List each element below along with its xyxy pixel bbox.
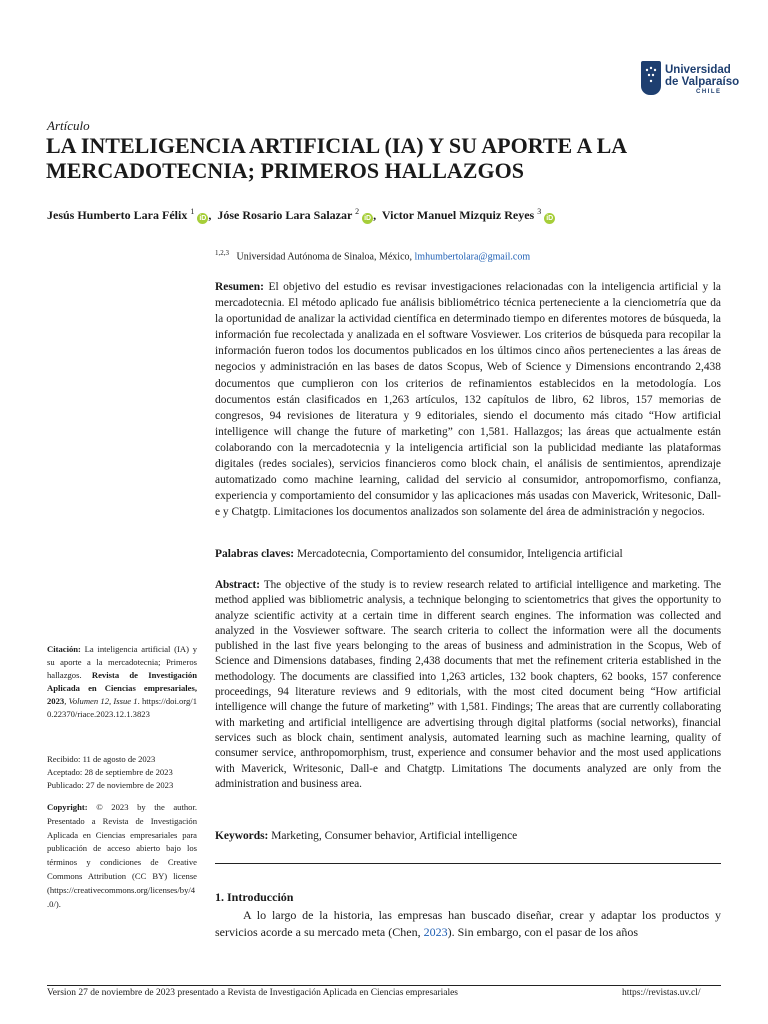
copyright-label: Copyright:	[47, 802, 88, 812]
citation-doi[interactable]: . https://doi.org/10.22370/riace.2023.12.1.3823	[47, 696, 197, 719]
author-name: Jóse Rosario Lara Salazar	[217, 208, 353, 222]
email-link[interactable]: lmhumbertolara@gmail.com	[414, 251, 531, 263]
footer-version: Version 27 de noviembre de 2023 presentado a Revista de Investigación Aplicada en Ciencias empresariales	[47, 988, 459, 998]
logo-line3: CHILE	[696, 89, 722, 95]
footer-url[interactable]: https://revistas.uv.cl/	[622, 988, 701, 998]
author-name: Victor Manuel Mizquiz Reyes	[381, 208, 535, 222]
university-logo	[641, 61, 740, 97]
citation-year: , 2023	[47, 683, 197, 706]
author-name: Jesús Humberto Lara Félix	[47, 208, 188, 222]
keywords-block	[215, 828, 721, 844]
resumen-label: Resumen:	[215, 281, 264, 293]
orcid-icon[interactable]: iD	[364, 215, 372, 222]
dates-block	[47, 753, 197, 792]
affiliation-sup: 1,2,3	[215, 249, 229, 257]
author-list: Jesús Humberto Lara Félix $^1$ iD , Jóse Rosario Lara Salazar $^2$ iD , Victor Manuel Mizquiz Reyes $^3$ iD	[47, 207, 554, 222]
citation-journal: Revista de Investigación Aplicada en Ciencias empresariales	[47, 670, 197, 693]
article-type: Artículo	[47, 118, 90, 133]
resumen-text: El objetivo del estudio es revisar investigaciones relacionadas con la inteligencia artificial y la mercadotecnia. El método aplicado fue análisis bibliométrico técnica perteneciente a la cienciometría que da la oportunidad de analizar la actividad científica en determinado tiempo en diferentes motores de búsqueda, la información fue recolectada y analizada en el software Vosviewer. Los criterios de búsqueda para recopilar la información fueron todos los documentos publicados en los últimos cinco años pertenecientes a las áreas de negocios y administración en las bases de datos Scopus, Web of Science y Dimensions encontrando 2,438 documentos que cumplieron con los criterios de refinamientos establecidos en la metodología. Los documentos están clasificados en 1,263 artículos, 132 capítulos de libro, 62 libros, 157 memorias de congresos, 94 revisiones de literatura y 9 editoriales, siendo el documento más citado “How artificial intelligence will change the future of marketing” con 1,581. Hallazgos; las áreas que actualmente están colaborando con la mercadotecnia y la inteligencia artificial son la publicidad mediante las plataformas digitales (redes sociales), servicios financieros como block chain, el análisis de sentimientos, aprendizaje automatizado como machine learning, calidad del servicio al consumidor, antropomorfismo, confianza, experiencia y comportamiento del consumidor y las aplicaciones más usadas con Maverick, Writesonic, Dall-e y Chatgtp. Limitaciones los documentos analizados son solamente del área de administración y negocios.	[215, 281, 722, 519]
author-sup: 1	[190, 207, 195, 216]
footer-divider	[47, 985, 721, 986]
orcid-icon[interactable]: iD	[546, 215, 554, 222]
date-accepted: Aceptado: 28 de septiembre de 2023	[47, 767, 173, 777]
palabras-text: Mercadotecnia, Comportamiento del consumidor, Inteligencia artificial	[296, 548, 623, 560]
citation-label: Citación:	[47, 644, 81, 654]
citation-block	[47, 643, 197, 721]
palabras-block	[215, 546, 721, 562]
author-sup: 3	[537, 207, 542, 216]
logo-line1: Universidad	[665, 64, 731, 76]
date-published: Publicado: 27 de noviembre de 2023	[47, 780, 174, 790]
citation-text: La inteligencia artificial (IA) y su aporte a la mercadotecnia; Primeros hallazgos.	[47, 644, 197, 680]
palabras-label: Palabras claves:	[215, 548, 295, 560]
orcid-icon[interactable]: iD	[199, 215, 207, 222]
article-title: LA INTELIGENCIA ARTIFICIAL (IA) Y SU APORTE A LA MERCADOTECNIA; PRIMEROS HALLAZGOS	[46, 133, 626, 183]
keywords-label: Keywords:	[215, 830, 269, 842]
citation-volume: , Volumen 12, Issue 1	[64, 696, 138, 706]
logo-line2: de Valparaíso	[665, 76, 740, 88]
abstract-text: The objective of the study is to review research related to artificial intelligence and marketing. The method applied was bibliometric analysis, a technique belonging to scientometrics that gives the opportunity to analyze scientific activity at a certain time in different search engines. The information was collected and analyzed in the Vosviewer software. The search criteria to collect the information were all the documents published in the last five years belonging to the areas of business and administration in the Scopus, Web of Science and Dimensions databases, finding 2,438 documents that met the refinement criteria established in the methodology. The documents are classified into 1,263 articles, 132 book chapters, 62 books, 157 conference proceedings, 94 literature reviews and 9 editorials, with the most cited document being “How artificial intelligence will change the future of marketing” with 1,581. Findings; The areas that are currently collaborating with marketing and artificial intelligence are advertising through digital platforms (social networks), financial services such as block chain, sentiment analysis, automated learning such as machine learning, quality of consumer service, anthropomorphism, trust, experience and consumer behavior and the most used applications with Maverick, Writesonic, Dall-e and Chatgtp. Limitations The documents analyzed are only from the administration and business area.	[215, 579, 721, 790]
date-received: Recibido: 11 de agosto de 2023	[47, 754, 156, 764]
citation-link[interactable]: 2023	[423, 925, 448, 939]
keywords-text: Marketing, Consumer behavior, Artificial intelligence	[271, 830, 518, 842]
intro-text-b: ). Sin embargo, con el pasar de los años	[447, 925, 638, 939]
resumen-block	[215, 279, 721, 520]
intro-text-a: A lo largo de la historia, las empresas han buscado diseñar, crear y adaptar los productos y servicios acorde a su mercado meta (Chen,	[215, 908, 721, 939]
section-divider	[215, 863, 721, 864]
abstract-block	[215, 578, 721, 792]
copyright-block	[47, 801, 197, 911]
shield-icon	[641, 61, 661, 95]
author-sup: 2	[355, 207, 360, 216]
affiliation	[215, 249, 530, 262]
section-heading: 1. Introducción	[215, 890, 294, 904]
copyright-text: © 2023 by the author. Presentado a Revista de Investigación Aplicada en Ciencias empresariales para publicación de acceso abierto bajo los términos y condiciones de Creative Commons Attribution (CC BY) license (https://creativecommons.org/licenses/by/4.0/).	[47, 802, 197, 909]
affiliation-text: Universidad Autónoma de Sinaloa, México,	[236, 251, 415, 263]
intro-paragraph	[215, 907, 721, 941]
abstract-label: Abstract:	[215, 579, 260, 591]
